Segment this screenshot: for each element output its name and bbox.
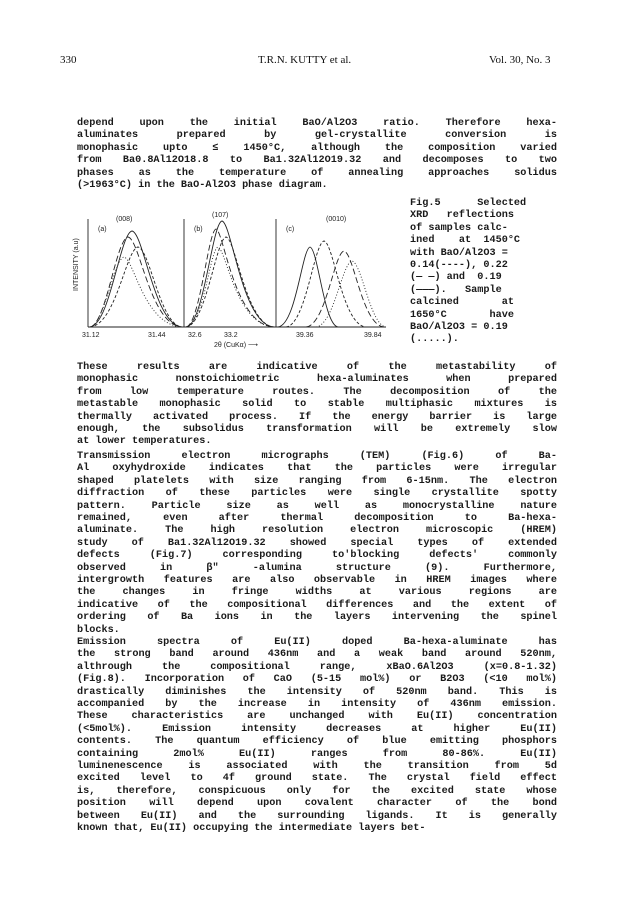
text-line: pattern. Particle size as well as monocrystalline nature [77, 500, 557, 512]
peak-a-solid [90, 231, 182, 327]
x-axis-label: 2θ (CuKα) ⟶ [214, 342, 259, 349]
text-line: aluminates prepared by gel-crystallite conversion is [77, 130, 557, 142]
text-line: monophasic nonstoichiometric hexa-aluminates when prepared [77, 374, 557, 386]
y-axis-label: INTENSITY (a.u) [73, 238, 80, 291]
text-line: depend upon the initial BaO/Al2O3 ratio. Therefore hexa- [77, 118, 557, 129]
text-line: thermally activated process. If the energy barrier is large [77, 411, 557, 423]
caption-line: XRD reflections [410, 210, 514, 222]
peak-c-dot [316, 261, 386, 327]
text-line: from Ba0.8Al12O18.8 to Ba1.32Al12O19.32 and decomposes to two [77, 155, 557, 167]
text-line: accompanied by the increase in intensity of 436nm emission. [77, 699, 557, 711]
text-line: These characteristics are unchanged with Eu(II) concentration [77, 711, 557, 723]
peak-a-dash [90, 247, 182, 327]
x-tick-label: 33.2 [224, 332, 238, 339]
text-line: excited level to 4f ground state. The crystal field effect [77, 773, 557, 785]
text-line: ordering of Ba ions in the layers intervening the spinel [77, 612, 557, 624]
panel-label-b: (b) [194, 226, 203, 233]
text-line: position will depend upon covalent character of the bond [77, 798, 557, 810]
paragraph-2 [77, 362, 557, 449]
peak-c-longdash [306, 251, 384, 327]
text-line: These results are indicative of the metastability of [77, 362, 557, 373]
caption-line: Fig.5 Selected [410, 198, 527, 209]
caption-line: (.....). [410, 334, 459, 346]
text-line: Transmission electron micrographs (TEM) (Fig.6) of Ba- [77, 451, 557, 462]
text-line: blocks. [77, 624, 120, 636]
running-head-authors: T.R.N. KUTTY et al. [258, 54, 352, 66]
paragraph-3 [77, 451, 557, 637]
caption-line: (— —) and 0.19 [410, 272, 502, 284]
panel-label-c: (c) [286, 226, 295, 233]
text-line: Al oxyhydroxide indicates that the particles were irregular [77, 463, 557, 475]
text-line: contents. The quantum efficiency of blue emitting phosphors [77, 736, 557, 748]
peak-label-0010: (0010) [326, 216, 347, 223]
x-tick-label: 31.12 [82, 332, 100, 339]
text-line: defects (Fig.7) corresponding to'blocking defects' commonly [77, 550, 557, 562]
text-line: is, therefore, conspicuous only for the excited state whose [77, 785, 557, 797]
text-line: known that, Eu(II) occupying the intermediate layers bet- [77, 823, 426, 835]
text-line: luminenescence is associated with the transition from 5d [77, 761, 557, 773]
x-tick-label: 32.6 [188, 332, 202, 339]
text-line: metastable monophasic solid to stable multiphasic mixtures is [77, 399, 557, 411]
text-line: observed in β" -alumina structure (9). Furthermore, [77, 562, 557, 574]
xrd-plot [73, 209, 406, 349]
caption-line: ined at 1450°C [410, 235, 521, 247]
text-line: phases as the temperature of annealing approaches solidus [77, 167, 557, 179]
text-line: (Fig.8). Incorporation of CaO (5-15 mol%) or B2O3 (<10 mol%) [77, 674, 557, 686]
text-line: monophasic upto ≤ 1450°C, although the composition varied [77, 142, 557, 154]
running-head-volume: Vol. 30, No. 3 [489, 54, 551, 66]
text-line: indicative of the compositional differences and the extent of [77, 599, 557, 611]
caption-line: with BaO/Al2O3 = [410, 247, 508, 259]
page-number: 330 [60, 54, 77, 66]
caption-line: 1650°C have [410, 309, 514, 321]
text-line: intergrowth features are also observable in HREM images where [77, 575, 557, 587]
text-line: shaped platelets with size ranging from 6-15nm. The electron [77, 475, 557, 487]
caption-line: calcined at [410, 297, 514, 309]
peak-label-008: (008) [116, 216, 133, 223]
text-line: (<5mol%). Emission intensity decreases at higher Eu(II) [77, 723, 557, 735]
x-tick-label: 31.44 [148, 332, 166, 339]
text-line: between Eu(II) and the surrounding ligands. It is generally [77, 810, 557, 822]
paragraph-1 [77, 118, 557, 192]
x-tick-label: 39.36 [296, 332, 314, 339]
text-line: at lower temperatures. [77, 436, 212, 448]
caption-line: BaO/Al2O3 = 0.19 [410, 322, 508, 334]
panel-label-a: (a) [98, 226, 107, 233]
text-line: aluminate. The high resolution electron microscopic (HREM) [77, 525, 557, 537]
x-tick-label: 39.84 [364, 332, 382, 339]
text-line: Emission spectra of Eu(II) doped Ba-hexa-aluminate has [77, 637, 557, 648]
peak-a-dot [90, 257, 182, 327]
text-line: enough, the subsolidus transformation will be extremely slow [77, 424, 557, 436]
peak-b-dot [186, 247, 274, 327]
peak-a-longdash [90, 237, 182, 327]
text-line: drastically diminishes the intensity of 520nm band. This is [77, 686, 557, 698]
caption-line: of samples calc- [410, 222, 508, 234]
text-line: (>1963°C) in the BaO-Al2O3 phase diagram. [77, 180, 328, 192]
text-line: the strong band around 436nm and a weak band around 520nm, [77, 649, 557, 661]
peak-label-107: (107) [212, 212, 229, 219]
text-line: the changes in fringe widths at various regions are [77, 587, 557, 599]
peak-b-solid [186, 221, 274, 327]
text-line: althrough the compositional range, xBaO.6Al2O3 (x=0.8-1.32) [77, 661, 557, 673]
text-line: containing 2mol% Eu(II) ranges from 80-86%. Eu(II) [77, 748, 557, 760]
figure-xrd [73, 209, 406, 349]
peak-b-dash [186, 237, 274, 327]
text-line: study of Ba1.32Al12O19.32 showed special types of extended [77, 537, 557, 549]
caption-line: (———). Sample [410, 284, 502, 296]
caption-line: 0.14(----), 0.22 [410, 260, 508, 272]
paragraph-4 [77, 637, 557, 836]
figure-caption [410, 198, 558, 347]
text-line: from low temperature routes. The decomposition of the [77, 386, 557, 398]
text-line: diffraction of these particles were single crystallite spotty [77, 488, 557, 500]
text-line: remained, even after thermal decomposition to Ba-hexa- [77, 513, 557, 525]
